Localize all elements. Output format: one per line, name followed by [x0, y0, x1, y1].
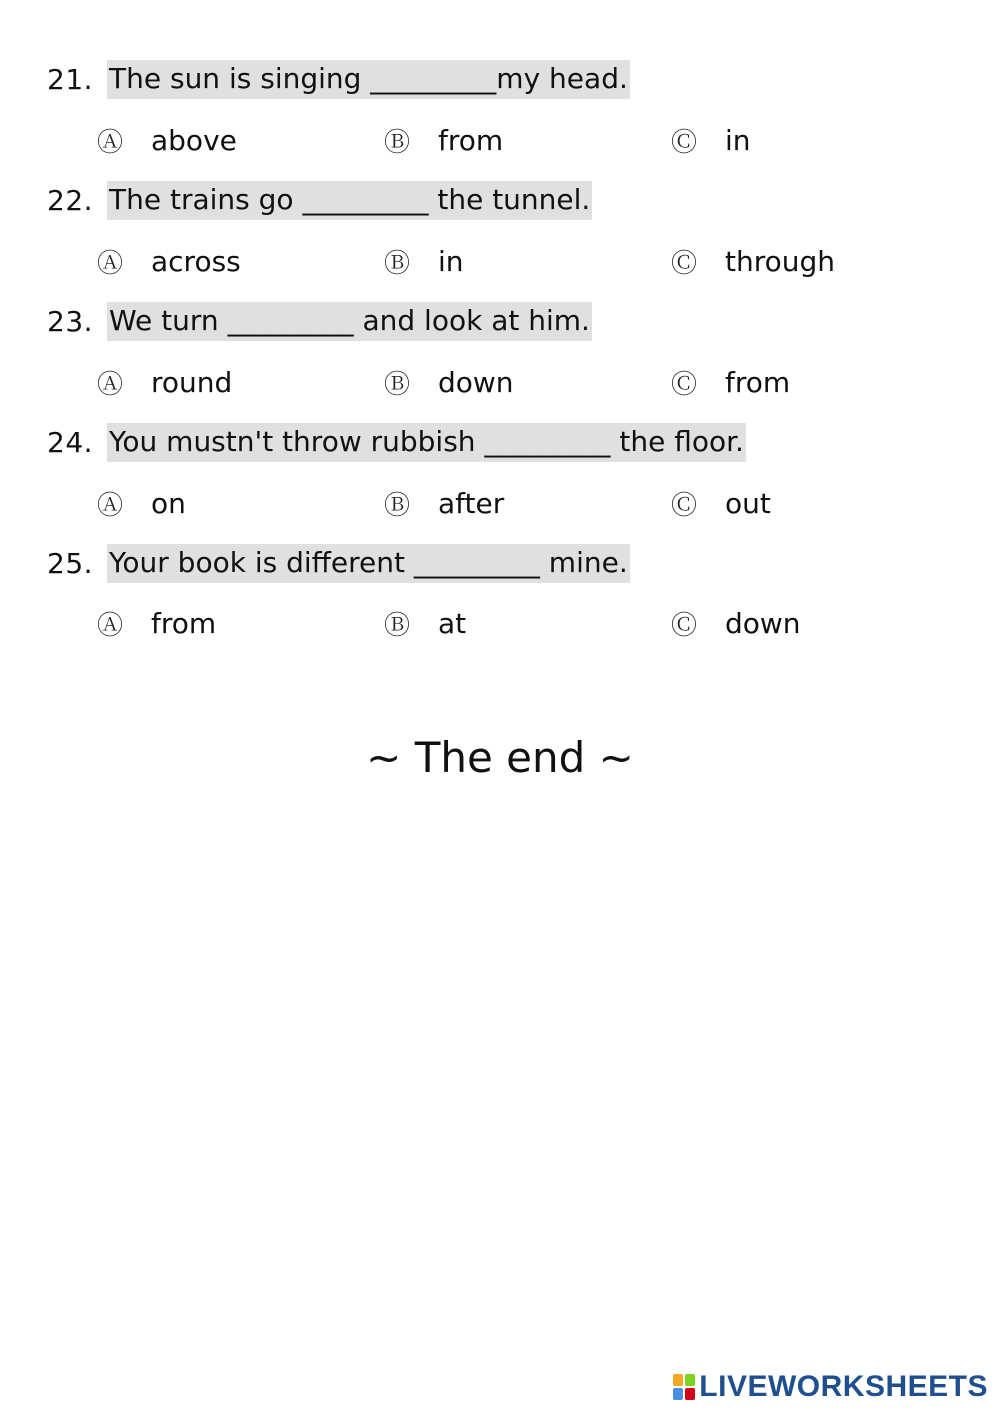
circled-a-icon: Ⓐ — [97, 610, 124, 641]
question-number: 21. — [47, 62, 94, 96]
option-a[interactable] — [97, 241, 241, 281]
option-c[interactable] — [671, 241, 835, 281]
option-text: on — [151, 486, 186, 520]
option-text: down — [438, 365, 514, 399]
question-text: You mustn't throw rubbish _________ the floor. — [107, 423, 746, 462]
option-text: from — [438, 123, 504, 157]
circled-c-icon: Ⓒ — [671, 490, 698, 521]
circled-b-icon: Ⓑ — [384, 248, 411, 279]
logo-block — [685, 1374, 695, 1386]
option-text: across — [151, 244, 241, 278]
circled-c-icon: Ⓒ — [671, 127, 698, 158]
option-c[interactable] — [671, 603, 801, 643]
option-text: in — [438, 244, 464, 278]
question-text: The sun is singing _________my head. — [107, 60, 630, 99]
option-b[interactable] — [384, 603, 466, 643]
option-a[interactable] — [97, 603, 216, 643]
option-text: round — [151, 365, 233, 399]
question-number: 22. — [47, 183, 94, 217]
logo-text: LIVEWORKSHEETS — [699, 1370, 988, 1403]
question-24 — [47, 420, 746, 464]
option-text: out — [725, 486, 771, 520]
option-c[interactable] — [671, 120, 751, 160]
question-23 — [47, 299, 592, 343]
circled-a-icon: Ⓐ — [97, 369, 124, 400]
option-b[interactable] — [384, 120, 503, 160]
option-b[interactable] — [384, 241, 464, 281]
question-number: 25. — [47, 546, 94, 580]
option-c[interactable] — [671, 483, 771, 523]
question-text: The trains go _________ the tunnel. — [107, 181, 592, 220]
question-number: 24. — [47, 425, 94, 459]
logo-block — [673, 1374, 683, 1386]
liveworksheets-logo[interactable] — [673, 1370, 988, 1404]
option-a[interactable] — [97, 483, 186, 523]
the-end-text: ~ The end ~ — [366, 733, 634, 782]
option-b[interactable] — [384, 362, 514, 402]
circled-a-icon: Ⓐ — [97, 127, 124, 158]
option-text: after — [438, 486, 505, 520]
circled-c-icon: Ⓒ — [671, 248, 698, 279]
question-text: Your book is different _________ mine. — [107, 544, 630, 583]
circled-c-icon: Ⓒ — [671, 369, 698, 400]
option-a[interactable] — [97, 362, 232, 402]
question-number: 23. — [47, 304, 94, 338]
option-text: from — [151, 606, 217, 640]
option-text: from — [725, 365, 791, 399]
option-text: above — [151, 123, 237, 157]
option-text: in — [725, 123, 751, 157]
option-b[interactable] — [384, 483, 504, 523]
logo-block — [673, 1388, 683, 1400]
circled-b-icon: Ⓑ — [384, 127, 411, 158]
option-text: through — [725, 244, 836, 278]
option-text: down — [725, 606, 801, 640]
logo-icon — [673, 1374, 695, 1400]
option-text: at — [438, 606, 467, 640]
circled-a-icon: Ⓐ — [97, 490, 124, 521]
circled-a-icon: Ⓐ — [97, 248, 124, 279]
logo-block — [685, 1388, 695, 1400]
question-21 — [47, 57, 630, 101]
question-text: We turn _________ and look at him. — [107, 302, 592, 341]
option-c[interactable] — [671, 362, 790, 402]
circled-b-icon: Ⓑ — [384, 490, 411, 521]
circled-b-icon: Ⓑ — [384, 610, 411, 641]
option-a[interactable] — [97, 120, 237, 160]
circled-b-icon: Ⓑ — [384, 369, 411, 400]
circled-c-icon: Ⓒ — [671, 610, 698, 641]
question-25 — [47, 541, 630, 585]
question-22 — [47, 178, 592, 222]
